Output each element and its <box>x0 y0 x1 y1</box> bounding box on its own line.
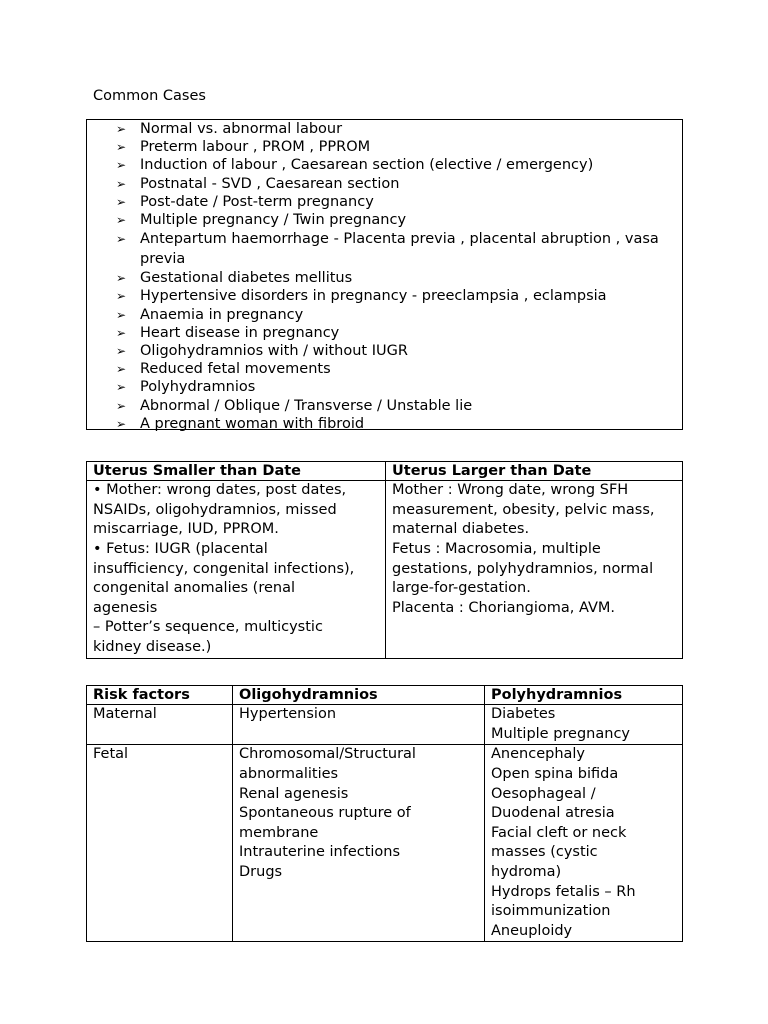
arrow-bullet-icon: ➢ <box>116 122 127 136</box>
arrow-bullet-icon: ➢ <box>116 416 127 431</box>
arrow-bullet-icon: ➢ <box>116 398 127 413</box>
cell-fetal-label: Fetal <box>87 745 233 942</box>
table-row <box>87 745 683 942</box>
arrow-bullet-icon: ➢ <box>116 232 127 247</box>
table-row <box>87 705 683 745</box>
page-title: Common Cases <box>93 88 206 104</box>
risk-factors-table <box>86 685 683 942</box>
arrow-bullet-icon: ➢ <box>116 307 127 322</box>
table-header-row <box>87 686 683 705</box>
cell-smaller: • Mother: wrong dates, post dates, NSAIDs, oligohydramnios, missed miscarriage, IUD, PPROM. • Fetus: IUGR (placental insufficiency, congenital infections), congenital anomalies (renal agenesis – Potter’s sequence, multicystic kidney disease.) <box>87 481 386 658</box>
list-item: ➢ Hypertensive disorders in pregnancy - preeclampsia , eclampsia <box>116 288 607 305</box>
list-item: ➢ Heart disease in pregnancy <box>116 324 340 341</box>
cases-list <box>87 120 670 433</box>
arrow-bullet-icon: ➢ <box>116 158 127 173</box>
list-item: ➢ Postnatal - SVD , Caesarean section <box>116 175 400 192</box>
uterus-size-table <box>86 461 683 659</box>
list-item: ➢ A pregnant woman with fibroid <box>116 415 365 432</box>
common-cases-box <box>86 119 683 430</box>
arrow-bullet-icon: ➢ <box>116 140 127 155</box>
list-item: ➢ Gestational diabetes mellitus <box>116 270 353 287</box>
list-item: ➢ Oligohydramnios with / without IUGR <box>116 343 408 360</box>
arrow-bullet-icon: ➢ <box>116 325 127 340</box>
list-item: ➢ Induction of labour , Caesarean section (elective / emergency) <box>116 157 594 174</box>
header-polyhydramnios: Polyhydramnios <box>485 686 683 705</box>
cell-fetal-poly: Anencephaly Open spina bifida Oesophageal / Duodenal atresia Facial cleft or neck masses (cystic hydroma) Hydrops fetalis – Rh isoimmunization Aneuploidy <box>485 745 683 942</box>
arrow-bullet-icon: ➢ <box>116 380 127 395</box>
list-item: ➢ Polyhydramnios <box>116 379 256 396</box>
header-larger: Uterus Larger than Date <box>386 462 683 481</box>
arrow-bullet-icon: ➢ <box>116 344 127 359</box>
list-item: ➢ Normal vs. abnormal labour <box>116 121 343 137</box>
list-item: ➢ Abnormal / Oblique / Transverse / Unstable lie <box>116 397 473 414</box>
cell-maternal-poly: Diabetes Multiple pregnancy <box>485 705 683 745</box>
header-risk-factors: Risk factors <box>87 686 233 705</box>
list-item: ➢ Preterm labour , PROM , PPROM <box>116 139 371 156</box>
arrow-bullet-icon: ➢ <box>116 362 127 377</box>
arrow-bullet-icon: ➢ <box>116 176 127 191</box>
cell-larger: Mother : Wrong date, wrong SFH measurement, obesity, pelvic mass, maternal diabetes. Fetus : Macrosomia, multiple gestations, polyhydramnios, normal large-for-gestation. Placenta : Choriangioma, AVM. <box>386 481 683 658</box>
arrow-bullet-icon: ➢ <box>116 289 127 304</box>
cell-maternal-oligo: Hypertension <box>233 705 485 745</box>
list-item: ➢ Antepartum haemorrhage - Placenta previa , placental abruption , vasa previa <box>116 231 659 268</box>
list-item: ➢ Reduced fetal movements <box>116 361 331 378</box>
table-row <box>87 481 683 658</box>
list-item: ➢ Post-date / Post-term pregnancy <box>116 193 374 210</box>
arrow-bullet-icon: ➢ <box>116 271 127 286</box>
cell-fetal-oligo: Chromosomal/Structural abnormalities Renal agenesis Spontaneous rupture of membrane Intrauterine infections Drugs <box>233 745 485 942</box>
header-smaller: Uterus Smaller than Date <box>87 462 386 481</box>
arrow-bullet-icon: ➢ <box>116 194 127 209</box>
table-header-row <box>87 462 683 481</box>
list-item: ➢ Anaemia in pregnancy <box>116 306 304 323</box>
arrow-bullet-icon: ➢ <box>116 213 127 228</box>
list-item: ➢ Multiple pregnancy / Twin pregnancy <box>116 212 407 229</box>
header-oligohydramnios: Oligohydramnios <box>233 686 485 705</box>
cell-maternal-label: Maternal <box>87 705 233 745</box>
